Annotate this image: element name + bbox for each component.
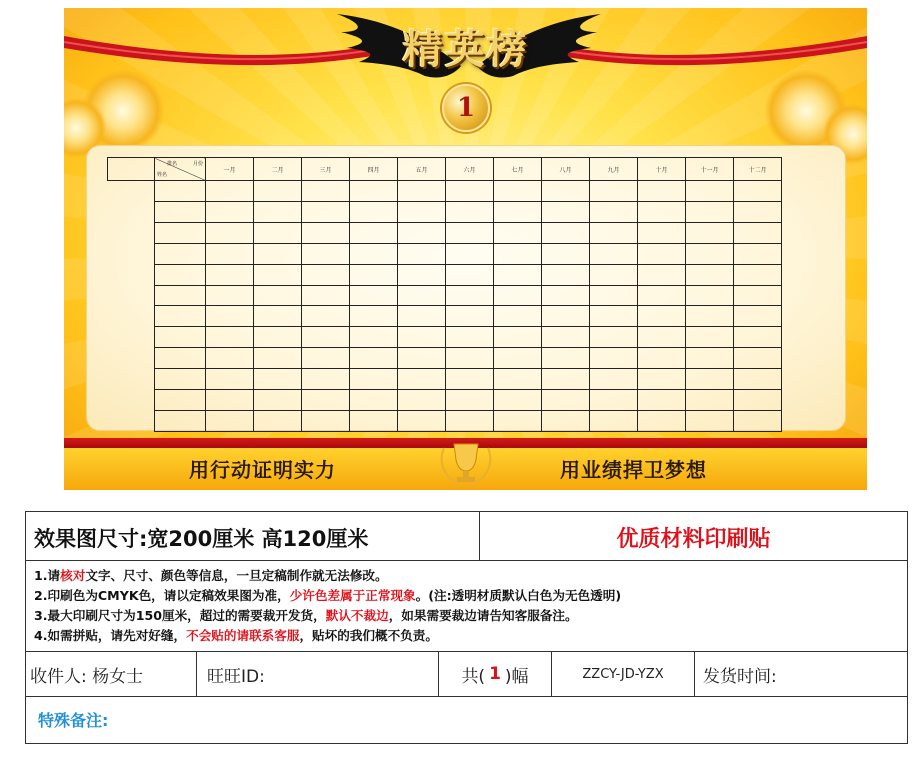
table-cell <box>590 264 638 285</box>
table-cell <box>734 222 782 243</box>
table-cell <box>350 285 398 306</box>
table-cell <box>398 410 446 431</box>
table-cell <box>542 201 590 222</box>
note-item: 4.如需拼贴，请先对好缝，不会贴的请联系客服，贴坏的我们概不负责。 <box>34 628 438 643</box>
table-row <box>108 327 782 348</box>
ship-time-field: 发货时间: <box>703 666 777 687</box>
note-item: 1.请核对文字、尺寸、颜色等信息，一旦定稿制作就无法修改。 <box>34 568 388 583</box>
table-cell <box>446 327 494 348</box>
table-cell <box>590 327 638 348</box>
table-cell <box>254 390 302 411</box>
table-cell <box>638 390 686 411</box>
table-cell <box>206 327 254 348</box>
table-cell <box>590 243 638 264</box>
medal-icon <box>442 84 490 132</box>
table-cell <box>302 348 350 369</box>
table-cell <box>108 222 155 243</box>
month-header: 十一月 <box>686 158 734 181</box>
table-cell <box>734 243 782 264</box>
table-cell <box>590 201 638 222</box>
table-cell <box>108 410 155 431</box>
month-header: 八月 <box>542 158 590 181</box>
table-cell <box>494 390 542 411</box>
wangwang-id-field: 旺旺ID: <box>197 652 439 696</box>
table-cell <box>108 390 155 411</box>
table-cell <box>206 285 254 306</box>
table-row <box>108 201 782 222</box>
table-cell <box>302 285 350 306</box>
form-header-row <box>26 512 907 561</box>
table-cell <box>590 390 638 411</box>
table-cell <box>734 390 782 411</box>
table-cell <box>206 369 254 390</box>
table-cell <box>494 348 542 369</box>
table-cell <box>254 181 302 202</box>
table-cell <box>350 222 398 243</box>
month-header: 五月 <box>398 158 446 181</box>
table-cell <box>542 369 590 390</box>
table-cell <box>686 222 734 243</box>
quantity-value: 1 <box>489 664 501 684</box>
table-cell <box>108 285 155 306</box>
table-cell <box>686 369 734 390</box>
table-cell <box>350 306 398 327</box>
table-cell <box>108 264 155 285</box>
table-cell <box>398 369 446 390</box>
table-cell <box>638 306 686 327</box>
table-cell <box>542 264 590 285</box>
table-cell <box>542 348 590 369</box>
ranking-table-header <box>108 158 782 181</box>
table-cell <box>590 369 638 390</box>
table-cell <box>398 285 446 306</box>
table-cell <box>108 348 155 369</box>
table-cell <box>108 181 155 202</box>
table-cell <box>155 327 206 348</box>
table-cell <box>686 348 734 369</box>
table-cell <box>254 285 302 306</box>
table-cell <box>638 369 686 390</box>
table-cell <box>302 222 350 243</box>
table-cell <box>155 222 206 243</box>
table-cell <box>155 285 206 306</box>
month-header: 十二月 <box>734 158 782 181</box>
month-header: 三月 <box>302 158 350 181</box>
table-cell <box>302 327 350 348</box>
table-cell <box>734 327 782 348</box>
table-cell <box>686 306 734 327</box>
notes-list <box>34 566 902 646</box>
table-cell <box>108 369 155 390</box>
table-cell <box>155 201 206 222</box>
table-cell <box>398 390 446 411</box>
table-cell <box>108 327 155 348</box>
table-cell <box>206 264 254 285</box>
trophy-icon <box>436 438 496 488</box>
table-cell <box>206 181 254 202</box>
table-cell <box>350 390 398 411</box>
table-cell <box>398 306 446 327</box>
table-cell <box>734 348 782 369</box>
table-cell <box>155 306 206 327</box>
table-cell <box>446 243 494 264</box>
table-cell <box>302 410 350 431</box>
table-cell <box>398 264 446 285</box>
table-cell <box>206 410 254 431</box>
table-cell <box>686 264 734 285</box>
table-cell <box>446 348 494 369</box>
table-cell <box>254 410 302 431</box>
table-cell <box>590 348 638 369</box>
table-cell <box>350 264 398 285</box>
table-cell <box>254 327 302 348</box>
table-cell <box>350 181 398 202</box>
table-cell <box>734 410 782 431</box>
table-cell <box>302 264 350 285</box>
table-cell <box>206 306 254 327</box>
ranking-table <box>107 157 782 432</box>
table-cell <box>494 410 542 431</box>
table-cell <box>542 410 590 431</box>
table-cell <box>494 369 542 390</box>
month-header: 九月 <box>590 158 638 181</box>
table-row <box>108 264 782 285</box>
table-cell <box>638 348 686 369</box>
product-code-field: ZZCY-JD-YZX <box>552 652 695 696</box>
table-cell <box>350 201 398 222</box>
table-cell <box>350 369 398 390</box>
table-cell <box>398 181 446 202</box>
table-cell <box>302 181 350 202</box>
table-cell <box>254 201 302 222</box>
month-header: 二月 <box>254 158 302 181</box>
table-cell <box>686 410 734 431</box>
table-cell <box>302 390 350 411</box>
table-cell <box>155 410 206 431</box>
table-cell <box>542 222 590 243</box>
table-cell <box>446 306 494 327</box>
table-cell <box>590 222 638 243</box>
table-cell <box>638 264 686 285</box>
table-cell <box>590 181 638 202</box>
table-cell <box>494 222 542 243</box>
table-row <box>108 410 782 431</box>
table-cell <box>446 369 494 390</box>
table-row <box>108 243 782 264</box>
table-cell <box>590 285 638 306</box>
table-row <box>108 390 782 411</box>
table-cell <box>206 390 254 411</box>
table-cell <box>734 201 782 222</box>
table-cell <box>542 327 590 348</box>
table-row <box>108 181 782 202</box>
table-cell <box>254 306 302 327</box>
table-cell <box>542 243 590 264</box>
month-header: 六月 <box>446 158 494 181</box>
poster-title: 精英榜 <box>402 26 529 73</box>
table-cell <box>254 348 302 369</box>
table-cell <box>108 243 155 264</box>
note-item: 3.最大印刷尺寸为150厘米，超过的需要裁开发货，默认不裁边，如果需要裁边请告知客服备注。 <box>34 608 578 623</box>
table-row <box>108 306 782 327</box>
table-cell <box>350 243 398 264</box>
ranking-table-body <box>108 181 782 432</box>
table-cell <box>494 201 542 222</box>
slogan-right: 用业绩捍卫梦想 <box>560 458 707 482</box>
table-cell <box>155 348 206 369</box>
table-cell <box>686 181 734 202</box>
table-cell <box>542 306 590 327</box>
table-row <box>108 222 782 243</box>
quantity-field: 共( 1 )幅 <box>439 652 552 696</box>
table-cell <box>398 222 446 243</box>
table-cell <box>734 285 782 306</box>
table-cell <box>590 306 638 327</box>
slogan-left: 用行动证明实力 <box>189 458 336 482</box>
order-detail-row <box>26 651 907 697</box>
table-cell <box>446 410 494 431</box>
table-cell <box>446 181 494 202</box>
table-row <box>108 285 782 306</box>
table-cell <box>302 369 350 390</box>
table-cell <box>494 306 542 327</box>
table-cell <box>686 201 734 222</box>
table-cell <box>155 390 206 411</box>
table-cell <box>206 243 254 264</box>
table-cell <box>734 306 782 327</box>
table-cell <box>494 181 542 202</box>
table-cell <box>638 222 686 243</box>
table-cell <box>494 264 542 285</box>
table-cell <box>254 264 302 285</box>
table-cell <box>254 369 302 390</box>
month-header: 七月 <box>494 158 542 181</box>
material-label: 优质材料印刷贴 <box>616 527 771 552</box>
table-blank-header <box>108 158 155 181</box>
poster-image <box>64 8 867 490</box>
month-header: 十月 <box>638 158 686 181</box>
table-cell <box>638 285 686 306</box>
table-cell <box>108 201 155 222</box>
table-cell <box>155 243 206 264</box>
table-cell <box>398 348 446 369</box>
table-cell <box>542 181 590 202</box>
table-cell <box>638 243 686 264</box>
table-cell <box>398 201 446 222</box>
table-cell <box>254 243 302 264</box>
table-cell <box>638 410 686 431</box>
table-cell <box>350 327 398 348</box>
table-cell <box>350 410 398 431</box>
table-cell <box>302 243 350 264</box>
order-info-form <box>25 511 908 744</box>
table-cell <box>686 327 734 348</box>
table-cell <box>734 181 782 202</box>
table-cell <box>638 181 686 202</box>
table-row <box>108 369 782 390</box>
table-cell <box>446 201 494 222</box>
special-note-label: 特殊备注: <box>38 711 109 730</box>
table-cell <box>638 201 686 222</box>
medal-number: 1 <box>456 93 476 123</box>
table-cell <box>398 243 446 264</box>
table-cell <box>686 285 734 306</box>
table-cell <box>206 201 254 222</box>
table-cell <box>446 264 494 285</box>
table-cell <box>108 306 155 327</box>
table-cell <box>155 181 206 202</box>
table-cell <box>686 243 734 264</box>
recipient-field: 收件人: 杨女士 <box>26 652 197 696</box>
table-cell <box>734 369 782 390</box>
table-cell <box>398 327 446 348</box>
table-cell <box>446 222 494 243</box>
table-cell <box>638 327 686 348</box>
table-row <box>108 348 782 369</box>
table-cell <box>686 390 734 411</box>
table-cell <box>155 264 206 285</box>
table-cell <box>155 369 206 390</box>
table-cell <box>206 222 254 243</box>
table-cell <box>542 285 590 306</box>
table-cell <box>206 348 254 369</box>
size-label: 效果图尺寸:宽200厘米 高120厘米 <box>34 527 369 551</box>
table-cell <box>302 306 350 327</box>
table-cell <box>302 201 350 222</box>
table-cell <box>494 285 542 306</box>
table-cell <box>494 243 542 264</box>
table-cell <box>542 390 590 411</box>
table-cell <box>590 410 638 431</box>
table-cell <box>350 348 398 369</box>
month-header: 一月 <box>206 158 254 181</box>
table-cell <box>446 390 494 411</box>
table-cell <box>494 327 542 348</box>
table-cell <box>734 264 782 285</box>
month-header: 四月 <box>350 158 398 181</box>
table-cell <box>254 222 302 243</box>
note-item: 2.印刷色为CMYK色，请以定稿效果图为准，少许色差属于正常现象。(注:透明材质默认白色为无色透明) <box>34 588 622 603</box>
table-corner-header: 月份 排名 姓名 <box>155 158 206 181</box>
table-cell <box>446 285 494 306</box>
